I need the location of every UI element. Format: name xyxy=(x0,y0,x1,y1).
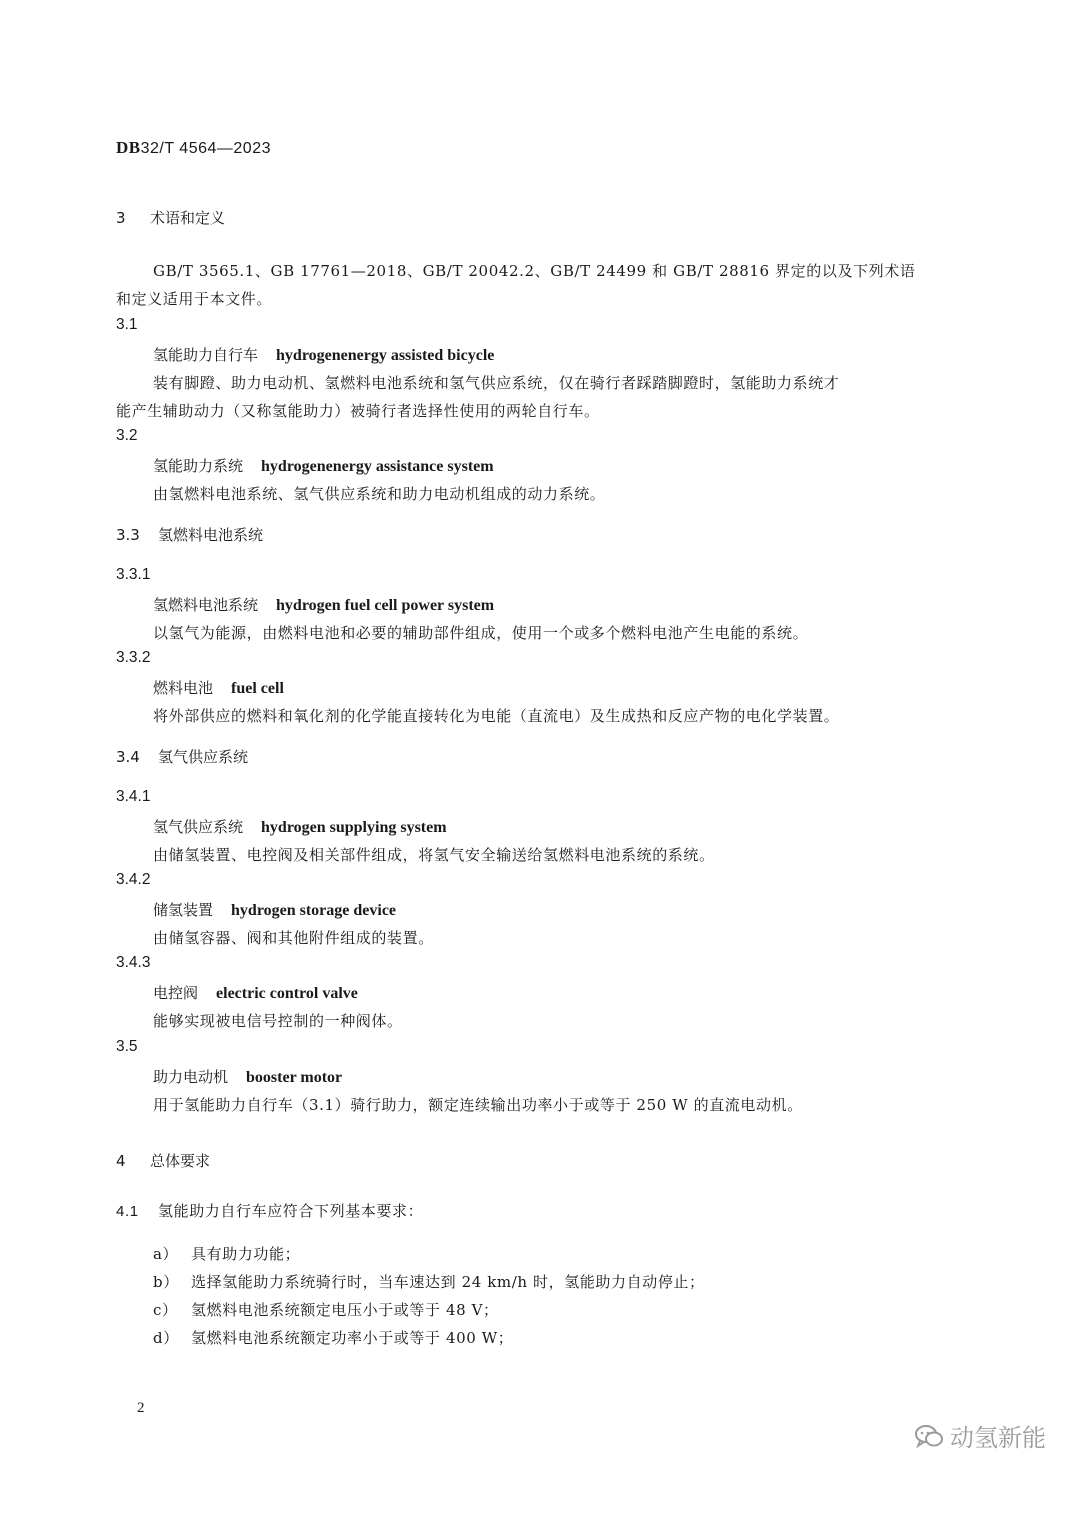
definition-3-3-2: 将外部供应的燃料和氧化剂的化学能直接转化为电能（直流电）及生成热和反应产物的电化学装置。 xyxy=(153,707,840,725)
subsection-title: 氢燃料电池系统 xyxy=(158,526,264,544)
term-3-1 xyxy=(153,344,494,365)
section-3-intro-line2: 和定义适用于本文件。 xyxy=(116,290,273,308)
list-text: 具有助力功能； xyxy=(191,1245,301,1263)
term-cn: 储氢装置 xyxy=(153,901,214,919)
definition-3-1-line2: 能产生辅助动力（又称氢能助力）被骑行者选择性使用的两轮自行车。 xyxy=(116,402,600,420)
term-3-3-2 xyxy=(153,677,284,698)
term-en: hydrogenenergy assisted bicycle xyxy=(276,347,495,364)
term-cn: 燃料电池 xyxy=(153,679,214,697)
page-number: 2 xyxy=(137,1400,145,1416)
term-cn: 氢气供应系统 xyxy=(153,818,244,836)
list-item xyxy=(153,1299,499,1320)
list-text: 氢燃料电池系统额定功率小于或等于 400 W； xyxy=(191,1329,514,1347)
list-marker: a） xyxy=(153,1245,179,1263)
term-en: hydrogen storage device xyxy=(231,902,397,919)
term-en: fuel cell xyxy=(231,680,284,697)
section-3-intro-line1: GB/T 3565.1、GB 17761—2018、GB/T 20042.2、GB/T 24499 和 GB/T 28816 界定的以及下列术语 xyxy=(153,262,916,280)
clause-number-3-3-2: 3.3.2 xyxy=(116,649,151,666)
list-item xyxy=(153,1327,513,1348)
clause-number-3-1: 3.1 xyxy=(116,316,138,333)
list-text: 氢燃料电池系统额定电压小于或等于 48 V； xyxy=(191,1301,499,1319)
watermark xyxy=(914,1418,1046,1453)
definition-3-5: 用于氢能助力自行车（3.1）骑行助力，额定连续输出功率小于或等于 250 W 的直流电动机。 xyxy=(153,1096,803,1114)
section-4-heading xyxy=(116,1150,210,1171)
section-title: 总体要求 xyxy=(150,1152,211,1170)
clause-number-3-2: 3.2 xyxy=(116,427,138,444)
definition-3-4-2: 由储氢容器、阀和其他附件组成的装置。 xyxy=(153,929,434,947)
term-cn: 助力电动机 xyxy=(153,1068,229,1086)
subsection-title: 氢气供应系统 xyxy=(158,748,249,766)
section-number: 4 xyxy=(116,1152,126,1170)
clause-number-3-5: 3.5 xyxy=(116,1038,138,1055)
list-marker: c） xyxy=(153,1301,178,1319)
subsection-number: 3.3 xyxy=(116,526,140,544)
definition-3-3-1: 以氢气为能源，由燃料电池和必要的辅助部件组成，使用一个或多个燃料电池产生电能的系统。 xyxy=(153,624,809,642)
term-cn: 氢燃料电池系统 xyxy=(153,596,259,614)
term-cn: 氢能助力自行车 xyxy=(153,346,259,364)
term-en: hydrogen fuel cell power system xyxy=(276,597,495,614)
term-3-4-1 xyxy=(153,816,447,837)
chat-bubble-icon xyxy=(914,1423,944,1449)
term-3-2 xyxy=(153,455,494,476)
subsection-3-3-heading xyxy=(116,524,263,545)
clause-number: 4.1 xyxy=(116,1203,139,1220)
watermark-text: 动氢新能 xyxy=(950,1424,1046,1452)
subsection-number: 3.4 xyxy=(116,748,140,766)
definition-3-1-line1: 装有脚蹬、助力电动机、氢燃料电池系统和氢气供应系统，仅在骑行者踩踏脚蹬时，氢能助力系统才 xyxy=(153,374,840,392)
section-3-heading xyxy=(116,207,225,228)
definition-3-4-1: 由储氢装置、电控阀及相关部件组成，将氢气安全输送给氢燃料电池系统的系统。 xyxy=(153,846,715,864)
section-title: 术语和定义 xyxy=(150,209,226,227)
clause-text: 氢能助力自行车应符合下列基本要求： xyxy=(158,1202,424,1220)
term-3-5 xyxy=(153,1066,342,1087)
clause-number-3-4-1: 3.4.1 xyxy=(116,788,151,805)
definition-3-2: 由氢燃料电池系统、氢气供应系统和助力电动机组成的动力系统。 xyxy=(153,485,606,503)
list-item xyxy=(153,1243,300,1264)
clause-4-1 xyxy=(116,1200,423,1221)
clause-number-3-4-2: 3.4.2 xyxy=(116,871,151,888)
term-3-4-2 xyxy=(153,899,396,920)
term-3-3-1 xyxy=(153,594,494,615)
standard-code xyxy=(116,138,271,158)
term-3-4-3 xyxy=(153,982,358,1003)
list-marker: d） xyxy=(153,1329,179,1347)
clause-number-3-4-3: 3.4.3 xyxy=(116,954,151,971)
list-marker: b） xyxy=(153,1273,179,1291)
term-en: hydrogenenergy assistance system xyxy=(261,458,494,475)
standard-code-rest: 32/T 4564—2023 xyxy=(140,140,271,157)
standard-code-prefix: DB xyxy=(116,138,141,157)
clause-number-3-3-1: 3.3.1 xyxy=(116,566,151,583)
list-text: 选择氢能助力系统骑行时，当车速达到 24 km/h 时，氢能助力自动停止； xyxy=(191,1273,705,1291)
subsection-3-4-heading xyxy=(116,746,248,767)
term-en: hydrogen supplying system xyxy=(261,819,447,836)
term-cn: 电控阀 xyxy=(153,984,199,1002)
definition-3-4-3: 能够实现被电信号控制的一种阀体。 xyxy=(153,1012,403,1030)
term-cn: 氢能助力系统 xyxy=(153,457,244,475)
term-en: electric control valve xyxy=(216,985,358,1002)
term-en: booster motor xyxy=(246,1069,343,1086)
section-number: 3 xyxy=(116,209,126,227)
list-item xyxy=(153,1271,705,1292)
